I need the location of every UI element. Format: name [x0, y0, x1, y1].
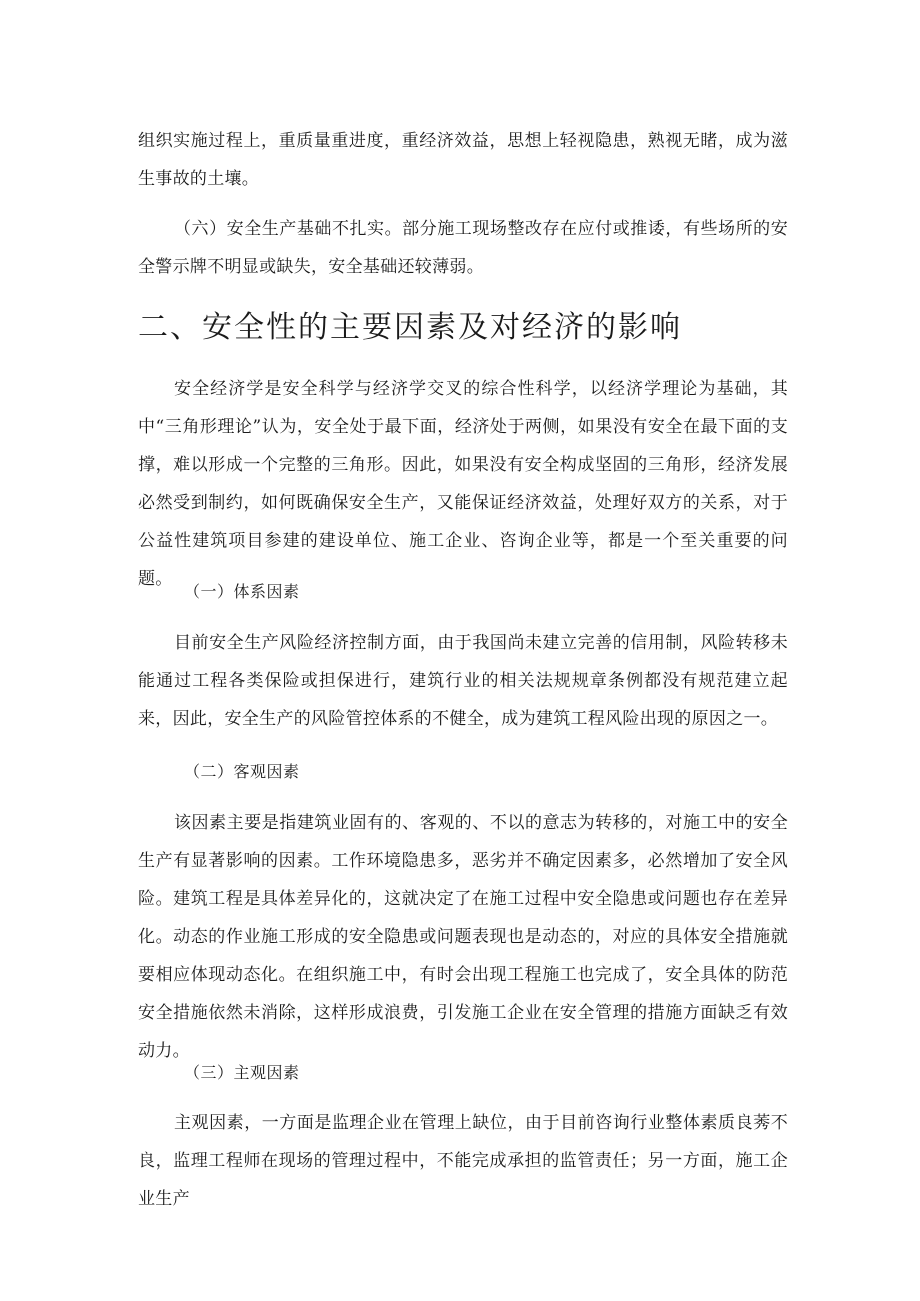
- paragraph-continuation: 组织实施过程上，重质量重进度，重经济效益，思想上轻视隐患，熟视无睹，成为滋生事故的土壤。: [138, 131, 788, 189]
- paragraph-system-factors: 目前安全生产风险经济控制方面，由于我国尚未建立完善的信用制，风险转移未能通过工程各类保险或担保进行，建筑行业的相关法规规章条例都没有规范建立起来，因此，安全生产的风险管控体系的不健全，成为建筑工程风险出现的原因之一。: [138, 633, 788, 729]
- paragraph-safety-economics: 安全经济学是安全科学与经济学交叉的综合性科学，以经济学理论为基础，其中“三角形理论”认为，安全处于最下面，经济处于两侧，如果没有安全在最下面的支撑，难以形成一个完整的三角形。因此，如果没有安全构成坚固的三角形，经济发展必然受到制约，如何既确保安全生产，又能保证经济效益，处理好双方的关系，对于公益性建筑项目参建的建设单位、施工企业、咨询企业等，都是一个至关重要的问题。: [138, 379, 788, 589]
- paragraph-item-six: （六）安全生产基础不扎实。部分施工现场整改存在应付或推诿，有些场所的安全警示牌不明显或缺失，安全基础还较薄弱。: [138, 219, 788, 277]
- subheading-system-factors: （一）体系因素: [184, 582, 300, 601]
- subheading-objective-factors: （二）客观因素: [184, 762, 300, 781]
- section-heading: 二、安全性的主要因素及对经济的影响: [138, 310, 682, 345]
- paragraph-subjective-factors: 主观因素，一方面是监理企业在管理上缺位，由于目前咨询行业整体素质良莠不良，监理工程师在现场的管理过程中，不能完成承担的监管责任；另一方面，施工企业生产: [138, 1113, 788, 1209]
- subheading-subjective-factors: （三）主观因素: [184, 1063, 300, 1082]
- paragraph-objective-factors: 该因素主要是指建筑业固有的、客观的、不以的意志为转移的，对施工中的安全生产有显著影响的因素。工作环境隐患多，恶劣并不确定因素多，必然增加了安全风险。建筑工程是具体差异化的，这就决定了在施工过程中安全隐患或问题也存在差异化。动态的作业施工形成的安全隐患或问题表现也是动态的，对应的具体安全措施就要相应体现动态化。在组织施工中，有时会出现工程施工也完成了，安全具体的防范安全措施依然未消除，这样形成浪费，引发施工企业在安全管理的措施方面缺乏有效动力。: [138, 813, 788, 1061]
